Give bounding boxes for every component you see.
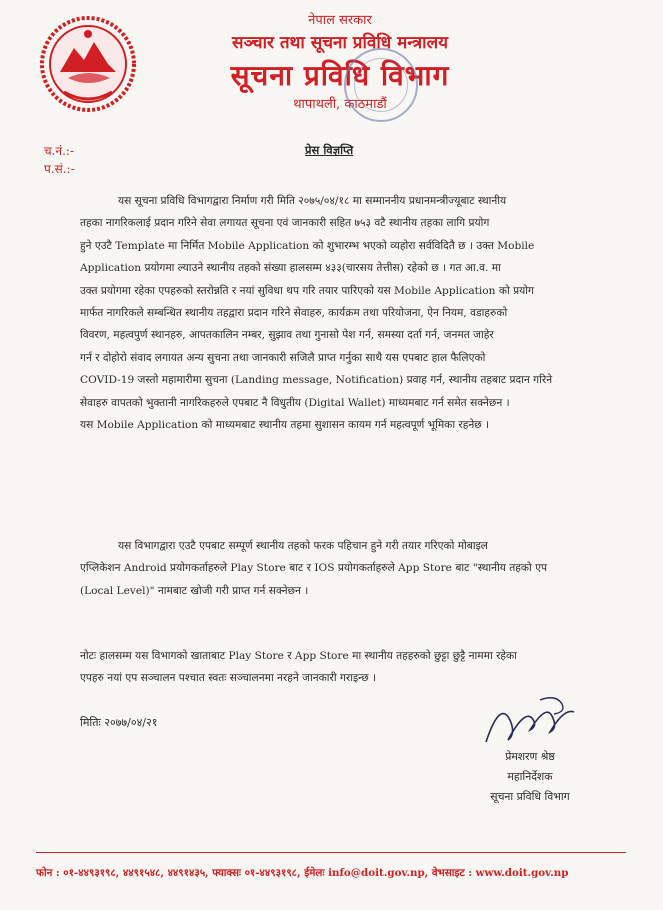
text-line: यस सूचना प्रविधि विभागद्वारा निर्माण गरी मिति २०७५/०४/१८ मा सम्माननीय प्रधानमन्त्रीज्यूबाट स्थानीय [118,195,507,207]
text-line: यस विभागद्वारा एउटै एपबाट सम्पूर्ण स्थानीय तहको फरक पहिचान हुने गरी तयार गरिएको मोबाइल [118,540,488,552]
dispatch-number-label: प.सं.:- [44,162,75,176]
ministry-name: सञ्चार तथा सूचना प्रविधि मन्त्रालय [232,33,448,53]
document-date: मितिः २०७७/०४/२१ [80,716,158,729]
department-name: सूचना प्रविधि विभाग [230,59,450,92]
text-line: विवरण, महत्वपुर्ण स्थानहरु, आपतकालिन नम्बर, सुझाव तथा गुनासो पेश गर्न, समस्या दर्ता गर्न, जनमत जाहेर [80,329,494,342]
signer-office: सूचना प्रविधि विभाग [490,790,570,803]
government-name: नेपाल सरकार [308,13,372,28]
text-line: यस Mobile Application को माध्यमबाट स्थानीय तहमा सुशासन कायम गर्न महत्वपूर्ण भूमिका रहनेछ । [80,419,490,432]
nepal-emblem-icon [38,14,138,114]
letter-number-label: च.नं.:- [44,144,75,158]
text-line: गर्न र दोहोरो संवाद लगायत अन्य सुचना तथा जानकारी सजिलै प्राप्त गर्नुका साथै यस एपबाट हाल फैलिएको [80,351,486,364]
signature-icon [480,690,580,750]
office-address: थापाथली, काठमाडौं [293,97,387,112]
text-line: तहका नागरिकलाई प्रदान गरिने सेवा लगायत सूचना एवं जानकारी सहित ७५३ वटै स्थानीय तहका लागि प्रयोग [80,217,490,230]
text-line: उक्त प्रयोगमा रहेका एपहरुको स्तरोन्नति र नयां सुविधा थप गरि तयार पारिएको यस Mobile Application को प्रयोग [80,284,534,297]
text-line: Application प्रयोगमा ल्याउने स्थानीय तहको संख्या हालसम्म ४३३(चारसय तेत्तीस) रहेको छ । गत आ.व. मा [80,262,501,275]
text-line: मार्फत नागरिकले सम्बन्धित स्थानीय तहद्वारा प्रदान गरिने सेवाहरु, कार्यक्रम तथा परियोजना, ऐन नियम, वडाहरुको [80,307,508,320]
signer-name: प्रेमशरण श्रेष्ठ [505,750,555,763]
paragraph-2 [80,535,604,602]
text-line: COVID-19 जस्तो महामारीमा सुचना (Landing message, Notification) प्रवाह गर्न, स्थानीय तहबाट प्रदान गरिने [80,374,553,387]
text-line: एपहरु नयां एप सञ्चालन पश्चात स्वतः सञ्चालनमा नरहने जानकारी गराइन्छ । [80,672,377,685]
reference-block [44,142,75,178]
text-line: हुने एउटै Template मा निर्मित Mobile Application को शुभारम्भ भएको व्यहोरा सर्वविदितै छ । उक्त Mobile [80,239,535,252]
footer-contact: फोन : ०१-४४९३१९८, ४४९१५४८, ४४९१४३५, फ्याक्सः ०१-४४९३१९८, ईमेलः info@doit.gov.np, वेभसाइट : www.doit.gov.np [36,867,569,879]
signer-designation: महानिर्देशक [507,770,553,783]
office-stamp-icon [344,48,418,122]
text-line: नोटः हालसम्म यस विभागको खाताबाट Play Store र App Store मा स्थानीय तहहरुको छुट्टा छुट्टै नाममा रहेका [80,650,517,662]
text-line: एप्लिकेशन Android प्रयोगकर्ताहरुले Play Store बाट र IOS प्रयोगकर्ताहरुले App Store बाट "स्थानीय तहको एप [80,562,548,575]
document-title: प्रेस विज्ञप्ति [305,143,354,157]
paragraph-1 [80,190,604,436]
text-line: सेवाहरु वापतको भुक्तानी नागरिकहरुले एपबाट नै विधुतीय (Digital Wallet) माध्यमबाट गर्न समेत सक्नेछन । [80,396,510,409]
footer-divider [36,852,626,853]
note-paragraph [80,645,604,690]
text-line: (Local Level)" नामबाट खोजी गरी प्राप्त गर्न सक्नेछन । [80,584,309,597]
